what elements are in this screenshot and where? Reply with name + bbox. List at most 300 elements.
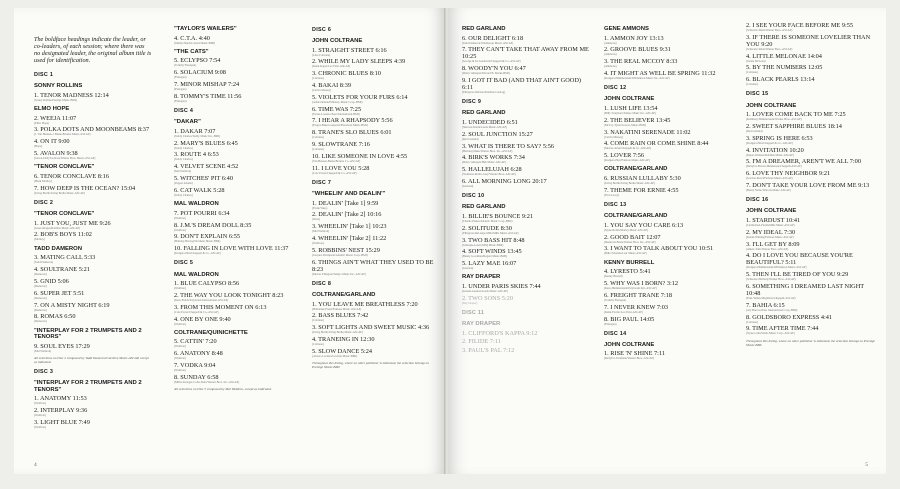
track-item	[174, 187, 294, 197]
disc-heading: DISC 16	[746, 197, 769, 204]
composer-credit: (Calvin Massey)	[312, 88, 332, 93]
composer-credit: (Farres-Lorenzo/Peer International-BMI)	[312, 111, 360, 116]
track-item	[34, 266, 152, 276]
track-item	[746, 64, 878, 74]
track-item	[462, 213, 592, 223]
right-column-2	[604, 22, 736, 362]
track-item	[34, 92, 152, 102]
track-item	[604, 292, 736, 302]
track-item	[174, 338, 294, 348]
track-item	[174, 175, 294, 185]
track-item	[462, 178, 592, 188]
composer-credit: (Fain-Yellen-Magidson/Chappell-ASCAP)	[746, 295, 796, 300]
track-title: 5. WHY WAS I BORN? 3:12	[604, 280, 679, 288]
track-title: 1. RISE 'N' SHINE 7:11	[604, 350, 665, 358]
track-item	[746, 314, 878, 324]
composer-credit: (George & Ira Gershwin/Chappell & Co.-ASCAP)	[462, 59, 521, 64]
track-title: 3. IF THERE IS SOMEONE LOVELIER THAN YOU 9:20	[746, 33, 871, 48]
track-item	[746, 76, 878, 86]
track-title: 3. PAUL'S PAL 7:12	[462, 346, 515, 354]
track-item	[312, 348, 438, 358]
page-number: 5	[865, 462, 868, 468]
track-item	[174, 350, 294, 360]
composer-credit: (Calvin Massey)	[604, 134, 624, 139]
track-title: 7. VODKA 9:04	[174, 361, 216, 369]
track-title: 9. I GOT IT BAD (AND THAT AIN'T GOOD) 6:11	[462, 76, 581, 91]
track-title: 9. SOUL EYES 17:29	[34, 342, 90, 350]
composer-credit: (Coltrane)	[312, 135, 324, 140]
track-item	[312, 211, 438, 221]
track-title: 4. ONE BY ONE 9:40	[174, 315, 231, 323]
track-item	[746, 22, 878, 32]
composer-credit: (Mal Waldron)	[174, 169, 192, 174]
composer-credit: (Carmichael-Parish/Mills Music-ASCAP)	[746, 222, 795, 227]
composer-credit: (Dameron-Basie/Warner Bros. Inc.-ASCAP)	[604, 239, 656, 244]
session-leader: ELMO HOPE	[34, 105, 70, 112]
track-title: 8. TOMMY'S TIME 11:56	[174, 92, 242, 100]
composer-credit: (Dameron)	[34, 319, 47, 324]
track-title: 5. I'M A DREAMER, AREN'T WE ALL 7:00	[746, 158, 861, 166]
track-title: 4. LITTLE MELONAE 14:04	[746, 52, 822, 60]
track-title: 9. DON'T EXPLAIN 6:55	[174, 233, 241, 241]
composer-credit: (Dameron)	[34, 307, 47, 312]
track-item	[34, 150, 152, 160]
composer-credit: (Dameron)	[34, 272, 47, 277]
track-title: 1. YOU SAY YOU CARE 6:13	[604, 221, 684, 229]
composer-credit: (McCoy Tyner/Groove Music-BMI)	[604, 122, 646, 127]
composer-credit: (Jacquet-Thompson/Atlantic Music Corp.-BMI)	[312, 252, 368, 257]
composer-credit: (Flanagan)	[604, 321, 617, 326]
track-item	[174, 374, 294, 384]
track-title: 2. SWEET SAPPHIRE BLUES 18:14	[746, 122, 842, 130]
track-item	[462, 295, 592, 305]
track-title: 7. ON A MISTY NIGHT 6:19	[34, 301, 110, 309]
track-item	[604, 58, 736, 68]
track-item	[462, 283, 592, 293]
track-item	[312, 165, 438, 175]
composer-credit: (Kenny Burrell)	[604, 274, 623, 279]
composer-credit: (Rodgers-Hammerstein/Williamson Music Inc.-ASCAP)	[604, 75, 670, 80]
track-title: 7. I HEAR A RHAPSODY 5:56	[312, 117, 393, 125]
track-item	[34, 173, 152, 183]
track-title: 2. I SEE YOUR FACE BEFORE ME 9:55	[746, 22, 854, 29]
track-title: 10. LIKE SOMEONE IN LOVE 4:55	[312, 152, 408, 160]
composer-credit: (Waldron)	[174, 356, 186, 361]
track-title: 4. DO I LOVE YOU BECAUSE YOU'RE BEAUTIFUL? 5:11	[746, 252, 853, 267]
session-leader: COLTRANE/QUINICHETTE	[174, 329, 248, 336]
track-item	[746, 34, 878, 51]
track-title: 3. FROM THIS MOMENT ON 6:13	[174, 303, 267, 311]
track-title: 1. CLIFFORD'S KAPPA 9:12	[462, 329, 538, 337]
track-title: 5. GNID 5:06	[34, 277, 69, 285]
track-item	[462, 338, 592, 345]
track-item	[462, 143, 592, 153]
composer-credit: (Miller-Krueger-Cohn-Stein/Warner Bros. Inc.-ASCAP)	[174, 379, 240, 384]
track-item	[746, 229, 878, 239]
left-page	[14, 8, 446, 474]
composer-credit: (Rodgers-Hart/Famous Music-ASCAP)	[604, 158, 650, 163]
track-title: 2. SOUL JUNCTION 15:27	[462, 130, 533, 138]
track-title: 7. I NEVER KNEW 7:03	[604, 303, 669, 311]
track-title: 1. LUSH LIFE 13:54	[604, 104, 658, 112]
track-title: 4. LYRESTO 5:41	[604, 268, 651, 276]
composer-credit: (Waldron)	[34, 413, 46, 418]
composer-credit: (Tommy Flanagan)	[604, 297, 627, 302]
track-item	[34, 395, 152, 405]
track-item	[462, 166, 592, 176]
track-item	[604, 152, 736, 162]
session-leader: COLTRANE/GARLAND	[604, 166, 668, 173]
composer-credit: (Jolson-DeSylva-Rose/Warner Bros. Music-ASCAP)	[34, 155, 96, 160]
track-item	[312, 129, 438, 139]
track-item	[34, 290, 152, 300]
composer-credit: (Waldron)	[174, 286, 186, 291]
track-title: 6. THINGS AIN'T WHAT THEY USED TO BE 8:23	[312, 258, 434, 273]
track-item	[746, 111, 878, 121]
disc-heading: DISC 9	[462, 99, 482, 106]
composer-credit: (Tadd Dameron/Windswept Music-ASCAP)	[462, 40, 514, 45]
composer-credit: (Frank Wess)	[312, 205, 328, 210]
track-title: 7. DON'T TAKE YOUR LOVE FROM ME 9:13	[746, 181, 870, 189]
composer-credit: (John Coltrane)	[312, 52, 331, 57]
composer-credit: (Kaper-Webster/Robbins Music-ASCAP)	[746, 152, 794, 157]
footnote: All selections on Disc 5 composed by Mal Waldron, except as indicated.	[174, 387, 272, 392]
track-title: 5. AVALON 9:38	[34, 149, 78, 157]
track-title: 5. THEN I'LL BE TIRED OF YOU 9:29	[746, 271, 849, 279]
composer-credit: (Red Garland)	[462, 136, 479, 141]
track-item	[746, 283, 878, 300]
composer-credit: (Rodgers-Hart/Chappell & Co.-ASCAP)	[174, 251, 221, 256]
track-title: 5. LAZY MAE 16:07	[462, 260, 517, 268]
footnote: Throughout this listing, where no other publisher is indicated, the selection belongs to Prestige Music-BMI.	[312, 361, 429, 370]
track-item	[462, 119, 592, 129]
composer-credit: (Schwartz-Dietz/Warner Bros.-ASCAP)	[746, 28, 793, 32]
track-title: 7. HOW DEEP IS THE OCEAN? 15:04	[34, 184, 136, 192]
composer-credit: (Rodgers-Hart/Chappell & Co.-ASCAP)	[746, 140, 793, 145]
track-item	[312, 336, 438, 346]
track-item	[604, 316, 736, 326]
composer-credit: (Billy Eckstine/Lear Music-ASCAP)	[604, 251, 647, 256]
session-leader: "DAKAR"	[174, 119, 201, 126]
composer-credit: (Ammons)	[604, 52, 617, 57]
session-leader: "WHEELIN' AND DEALIN'"	[312, 191, 386, 198]
track-title: 5. LOVER 7:56	[604, 152, 645, 160]
track-item	[174, 316, 294, 326]
track-title: 5. SLOW DANCE 5:24	[312, 347, 373, 355]
composer-credit: (Gillespie-Lewis/MJQ Music-BMI)	[462, 242, 504, 247]
session-leader: TADD DAMERON	[34, 245, 82, 252]
track-item	[34, 254, 152, 264]
track-title: 4. VELVET SCENE 4:52	[174, 163, 239, 171]
composer-credit: (Garland)	[462, 266, 474, 271]
track-title: 3. TWO BASS HIT 8:48	[462, 236, 525, 244]
track-title: 6. TENOR CONCLAVE 8:16	[34, 172, 109, 180]
disc-heading: DISC 11	[462, 310, 485, 317]
track-title: 3. I WANT TO TALK ABOUT YOU 10:51	[604, 245, 714, 253]
track-item	[174, 233, 294, 243]
track-title: 1. UNDER PARIS SKIES 7:44	[462, 283, 541, 291]
track-item	[34, 185, 152, 195]
track-title: 5. HALLELUJAH 6:28	[462, 166, 522, 174]
track-title: 1. TENOR MADNESS 12:14	[34, 91, 109, 99]
track-title: 8. WOODY'N YOU 6:47	[462, 65, 526, 73]
composer-credit: (Tommy Flanagan)	[174, 63, 197, 68]
session-leader: RAY DRAPER	[462, 321, 501, 328]
disc-heading: DISC 1	[34, 72, 54, 78]
disc-heading: DISC 14	[604, 330, 627, 337]
track-item	[604, 268, 736, 278]
track-title: 4. WHEELIN' [Take 2] 11:22	[312, 235, 387, 243]
track-item	[312, 106, 438, 116]
track-title: 2. THE BELIEVER 13:45	[604, 116, 671, 124]
track-title: 3. I'LL GET BY 8:09	[746, 240, 800, 248]
session-leader: GENE AMMONS	[604, 26, 649, 32]
track-title: 6. SOLACIUM 9:08	[174, 69, 226, 77]
right-column-3	[746, 22, 878, 347]
composer-credit: (Dizzy Gillespie/Edward B. Marks-BMI)	[462, 71, 510, 76]
track-title: 6. RUSSIAN LULLABY 5:30	[604, 175, 681, 183]
composer-credit: (Holiday-Herzog/Northern Music-BMI)	[174, 239, 221, 244]
track-item	[312, 324, 438, 334]
disc-heading: DISC 3	[34, 369, 54, 376]
composer-credit: (Fragos-Baker-Gasparre/Broadcast Music-BMI)	[312, 123, 368, 128]
track-item	[746, 123, 878, 133]
track-title: 6. OUR DELIGHT 6:18	[462, 34, 524, 42]
track-item	[604, 140, 736, 150]
track-item	[174, 210, 294, 220]
intro-text: The boldface headings indicate the leader, or co-leaders, of each session; where there was no designated leader, the original album title is used for identification.	[34, 36, 152, 64]
booklet-spread	[14, 8, 886, 478]
composer-credit: (Hank Mobley)	[34, 178, 52, 183]
track-title: 3. ROUTE 4 6:53	[174, 151, 219, 159]
composer-credit: (Mal Waldron)	[34, 348, 52, 353]
track-title: 2. WEEJA 11:07	[34, 114, 77, 122]
composer-credit: (Schwartz-Dietz/Warner Bros.-ASCAP)	[746, 46, 793, 51]
composer-credit: (Ellington-Webster/Robbins Catalog)	[462, 89, 506, 94]
track-item	[462, 237, 592, 247]
track-title: 4. BIRK'S WORKS 7:34	[462, 154, 525, 162]
composer-credit: (Billy Strayhorn/Tempo Music Inc.-ASCAP)	[604, 110, 656, 115]
track-title: 5. VIOLETS FOR YOUR FURS 6:14	[312, 93, 408, 101]
track-title: 5. CATTIN' 7:20	[174, 338, 217, 346]
track-item	[604, 105, 736, 115]
track-item	[312, 235, 438, 245]
track-title: 2. INTERPLAY 9:36	[34, 407, 88, 415]
track-item	[604, 245, 736, 255]
track-title: 3. SPRING IS HERE 6:53	[746, 134, 813, 142]
track-item	[34, 278, 152, 288]
disc-heading: DISC 10	[462, 193, 485, 200]
composer-credit: (Robin-Whiting/Famous Music-ASCAP)	[746, 234, 794, 239]
composer-credit: (Coltrane)	[312, 318, 324, 323]
track-title: 6. SOMETHING I DREAMED LAST NIGHT 10:48	[746, 282, 865, 297]
composer-credit: (Coltrane)	[312, 342, 324, 346]
session-leader: JOHN COLTRANE	[746, 208, 797, 215]
session-leader: "TENOR CONCLAVE"	[34, 211, 95, 218]
track-title: 2. MY IDEAL 7:30	[746, 228, 796, 236]
track-item	[604, 70, 736, 80]
track-title: 7. BAHIA 6:15	[746, 301, 785, 309]
track-item	[174, 245, 294, 255]
track-title: 1. JUST YOU, JUST ME 9:26	[34, 219, 111, 227]
track-item	[604, 129, 736, 139]
track-title: 5. WITCHES' PIT 6:40	[174, 175, 233, 183]
composer-credit: (Coltrane)	[746, 82, 758, 87]
track-item	[746, 135, 878, 145]
page-number: 4	[34, 462, 37, 468]
composer-credit: (Schwartz-Harburg/Warner Bros.-ASCAP)	[746, 277, 796, 282]
track-item	[174, 292, 294, 302]
composer-credit: (Giraud-Gannon/Leeds Music-ASCAP)	[462, 289, 509, 294]
track-title: 6. FREIGHT TRANE 7:18	[604, 291, 672, 299]
disc-heading: DISC 12	[604, 85, 627, 92]
composer-credit: (Greer-Klages/Robbins Music-ASCAP)	[34, 225, 81, 230]
session-leader: "TENOR CONCLAVE"	[34, 164, 95, 171]
composer-credit: (Coltrane)	[312, 147, 324, 152]
composer-credit: (Dameron)	[34, 283, 47, 288]
composer-credit: (Tadd Dameron)	[34, 260, 54, 265]
track-item	[604, 46, 736, 56]
session-leader: JOHN COLTRANE	[746, 102, 797, 109]
track-title: 8. TRANE'S SLO BLUES 6:01	[312, 129, 392, 137]
composer-credit: (Waldron)	[312, 241, 324, 246]
track-title: 2. FILIDE 7:11	[462, 338, 501, 346]
disc-heading: DISC 7	[312, 179, 332, 186]
session-leader: RED GARLAND	[462, 26, 506, 32]
track-title: 1. UNDECIDED 6:51	[462, 118, 518, 126]
composer-credit: (Harburg-Duke/Warner Bros. Inc.-ASCAP)	[462, 148, 513, 153]
track-item	[34, 343, 152, 353]
composer-credit: (Mercer Ellington/Tempo Music Inc.-ASCAP)	[312, 271, 366, 276]
composer-credit: (Waldron)	[174, 215, 186, 220]
composer-credit: (Dameron)	[34, 295, 47, 300]
track-item	[746, 302, 878, 312]
track-item	[604, 280, 736, 290]
track-item	[462, 260, 592, 270]
track-item	[462, 65, 592, 75]
track-item	[174, 151, 294, 161]
session-leader: "INTERPLAY FOR 2 TRUMPETS AND 2 TENORS"	[34, 327, 142, 341]
track-title: 3. THE REAL MCCOY 8:33	[604, 58, 678, 66]
composer-credit: (Shavers-Robin/Leeds Music-ASCAP)	[462, 124, 508, 129]
track-title: 1. STARDUST 10:41	[746, 216, 801, 224]
composer-credit: (Cole Porter/Chappell & Co.-ASCAP)	[174, 309, 219, 314]
session-leader: JOHN COLTRANE	[312, 38, 363, 45]
left-column-3	[312, 22, 438, 369]
track-item	[312, 301, 438, 311]
composer-credit: (Ary Barroso/Peer International Corp.-BMI)	[746, 307, 798, 312]
track-item	[462, 225, 592, 235]
track-item	[462, 347, 592, 354]
track-item	[34, 313, 152, 323]
track-item	[746, 271, 878, 281]
track-title: 2. BOB'S BOYS 11:02	[34, 231, 92, 239]
track-title: 6. ANATONY 8:48	[174, 350, 223, 358]
composer-credit: (Ammons)	[604, 64, 617, 69]
composer-credit: (Garland)	[462, 183, 474, 188]
session-leader: "THE CATS"	[174, 48, 209, 55]
track-title: 5. ECLYPSO 7:54	[174, 57, 221, 65]
track-item	[312, 312, 438, 322]
track-title: 10. FALLING IN LOVE WITH LOVE 11:37	[174, 245, 289, 253]
composer-credit: (Wess)	[312, 217, 320, 222]
composer-credit: (Henry Nemo/Warock Music-ASCAP)	[746, 187, 791, 192]
composer-credit: (Teddy Charles)	[174, 145, 193, 150]
session-leader: RAY DRAPER	[462, 274, 501, 281]
track-item	[174, 222, 294, 232]
track-title: 1. DAKAR 7:07	[174, 127, 216, 135]
composer-credit: (Charlie Parker/Atlantic Music Corp.-BMI)	[462, 218, 513, 223]
track-item	[462, 330, 592, 337]
track-title: 4. BAKAI 8:39	[312, 82, 352, 90]
track-title: 1. LOVER COME BACK TO ME 7:25	[746, 111, 846, 119]
track-title: 4. ON IT 9:00	[34, 138, 70, 146]
session-leader: MAL WALDRON	[174, 271, 219, 278]
composer-credit: (Rodgers-Hammerstein/Williamson Music-ASCAP)	[746, 265, 807, 270]
track-title: 6. ALL MORNING LONG 20:17	[462, 177, 547, 185]
track-item	[604, 350, 736, 360]
track-item	[312, 58, 438, 68]
track-item	[462, 46, 592, 63]
track-title: 7. THEME FOR ERNIE 4:55	[604, 186, 679, 194]
composer-credit: (Ahlert-Turk/Warner Bros.-ASCAP)	[746, 246, 789, 251]
composer-credit: (Elmo Hope)	[34, 120, 50, 125]
composer-credit: (Benny Goodman/Regent Music-BMI)	[462, 254, 507, 259]
composer-credit: (Irving Berlin/Irving Berlin Music-ASCAP)	[604, 181, 655, 186]
session-leader: COLTRANE/GARLAND	[312, 292, 376, 299]
composer-credit: (Flanagan)	[174, 75, 187, 80]
session-leader: SONNY ROLLINS	[34, 83, 83, 90]
track-title: 5. BY THE NUMBERS 12:05	[746, 64, 823, 72]
track-title: 2. TWO SONS 5:20	[462, 294, 513, 302]
track-item	[312, 259, 438, 276]
track-title: 2. THE WAY YOU LOOK TONIGHT 8:23	[174, 291, 284, 299]
composer-credit: (Ammons)	[604, 40, 617, 45]
track-item	[34, 419, 152, 429]
track-title: 3. SOFT LIGHTS AND SWEET MUSIC 4:36	[312, 324, 430, 332]
composer-credit: (Mercer-Arlen/Chappell & Co.-ASCAP)	[604, 146, 652, 151]
composer-credit: (Youmans-Robin-Grey/Warner Bros.-ASCAP)	[462, 172, 516, 177]
track-title: 1. BLUE CALYPSO 8:56	[174, 280, 240, 288]
composer-credit: (Waldron)	[34, 401, 46, 406]
disc-heading: DISC 2	[34, 199, 54, 206]
session-leader: "INTERPLAY FOR 2 TRUMPETS AND 2 TENORS"	[34, 380, 142, 393]
track-item	[174, 81, 294, 91]
track-item	[312, 117, 438, 127]
track-item	[312, 223, 438, 233]
composer-credit: (Kahn-Fiorito/Leo Feist-ASCAP)	[604, 309, 643, 314]
composer-credit: (Styne-Cahn/Sands Music Corp.-ASCAP)	[746, 331, 795, 336]
composer-credit: (Teddy Charles)	[174, 192, 193, 197]
track-title: 4. SOFT WINDS 13:45	[462, 248, 522, 256]
session-leader: JOHN COLTRANE	[604, 96, 655, 103]
composer-credit: (DeSylva-Youmans/Warner Bros.-ASCAP)	[604, 356, 655, 361]
track-title: 3. WHEELIN' [Take 1] 10:23	[312, 223, 387, 231]
track-title: 6. CAT WALK 5:28	[174, 186, 225, 194]
track-title: 1. STRAIGHT STREET 6:16	[312, 46, 387, 54]
composer-credit: (Waldron)	[174, 344, 186, 349]
composer-credit: (Waldron)	[174, 367, 186, 372]
track-title: 2. GROOVE BLUES 9:31	[604, 46, 671, 54]
track-item	[746, 325, 878, 335]
composer-credit: (Fred Lacey)	[604, 192, 620, 197]
session-leader: RED GARLAND	[462, 110, 506, 117]
composer-credit: (Teddy Charles/Teddy Music Inc.-BMI)	[174, 133, 221, 138]
composer-credit: (Red Garland)	[746, 128, 763, 133]
track-item	[174, 93, 294, 103]
track-title: 3. CHRONIC BLUES 8:10	[312, 70, 381, 78]
composer-credit: (Kahn-Kaper/Leo Feist-ASCAP)	[312, 64, 351, 69]
